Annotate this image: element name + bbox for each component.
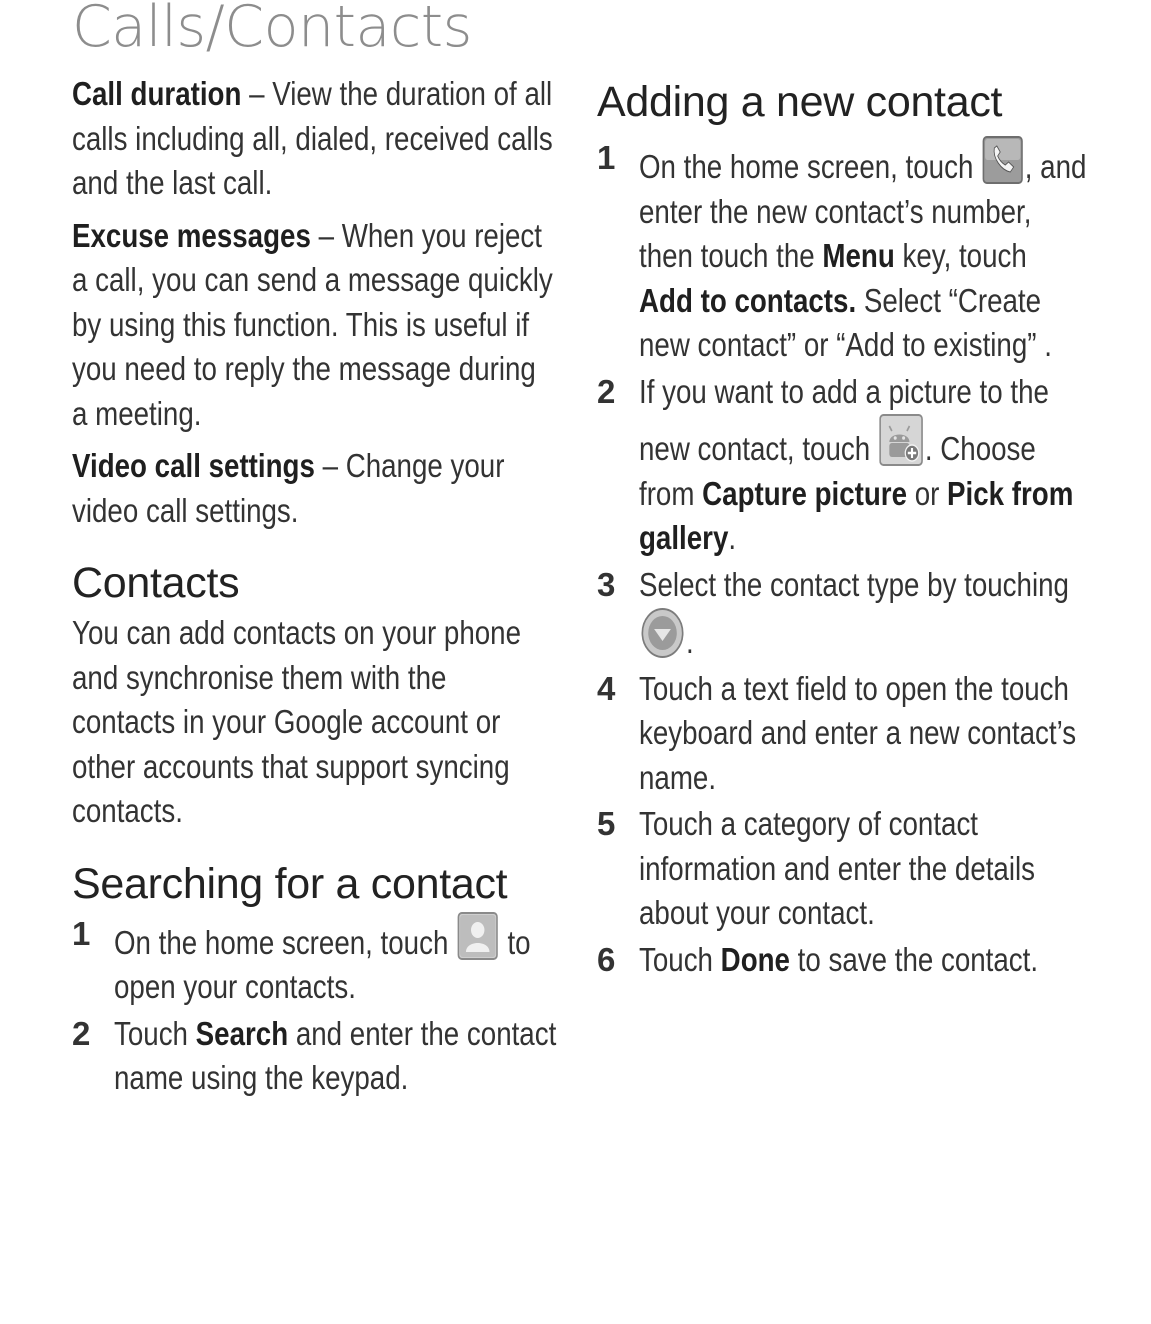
add-picture-icon (880, 414, 924, 466)
excuse-messages-paragraph (72, 214, 557, 437)
left-column (72, 72, 557, 1103)
searching-steps (72, 912, 557, 1101)
step-number: 1 (597, 139, 616, 176)
adding-step-6 (597, 938, 1087, 983)
step-number: 6 (597, 940, 616, 978)
pick-from-gallery-keyword: Pick from gallery (639, 474, 1074, 556)
capture-picture-keyword: Capture picture (702, 474, 907, 512)
contacts-heading: Contacts (72, 559, 240, 607)
step-number: 3 (597, 565, 616, 603)
adding-step-3 (597, 563, 1087, 665)
dropdown-arrow-icon (641, 607, 685, 659)
step-text-before: On the home screen, touch (639, 148, 982, 185)
step-number: 4 (597, 669, 616, 707)
page-title: Calls/Contacts (72, 0, 472, 60)
video-call-settings-paragraph (72, 444, 557, 533)
adding-steps (597, 136, 1087, 982)
contacts-paragraph (72, 611, 557, 834)
step-text-mid2: key, touch (894, 237, 1027, 274)
excuse-messages-text: – When you reject a call, you can send a message quickly by using this function. This is useful if you need to reply the message during a meeting. (72, 216, 553, 432)
right-column (597, 72, 1087, 984)
call-duration-text: – View the duration of all calls including all, dialed, received calls and the last call. (72, 75, 553, 201)
adding-heading: Adding a new contact (597, 78, 1003, 126)
searching-heading: Searching for a contact (72, 859, 508, 908)
contacts-text: You can add contacts on your phone and synchronise them with the contacts in your Google account or other accounts that support syncing contacts. (72, 614, 522, 829)
step-text-after: . (686, 623, 694, 660)
step-text: Touch a category of contact information and enter the details about your contact. (639, 805, 1036, 931)
adding-step-1 (597, 136, 1087, 368)
searching-step-1 (72, 912, 557, 1010)
adding-step-2 (597, 370, 1087, 561)
step-text-mid2: or (906, 474, 948, 512)
video-call-settings-term: Video call settings (72, 447, 315, 484)
search-keyword: Search (195, 1014, 289, 1052)
step-text-before: Touch (639, 940, 721, 978)
video-call-settings-text: – Change your video call settings. (72, 447, 505, 529)
call-duration-paragraph (72, 72, 557, 206)
step-text-after: to save the contact. (789, 940, 1039, 978)
step-text: Touch a text field to open the touch keyboard and enter a new contact’s name. (639, 669, 1077, 796)
step-text-before: If you want to add a picture to the new contact, touch (639, 372, 1049, 467)
adding-step-4 (597, 667, 1087, 801)
step-text-before: Select the contact type by touching (639, 565, 1069, 603)
step-text-mid: , and enter the new contact’s number, then touch the (639, 148, 1087, 274)
adding-step-5 (597, 802, 1087, 936)
step-text-mid: . Choose from (639, 430, 1036, 512)
call-duration-term: Call duration (72, 75, 242, 112)
step-text-after: . (728, 519, 737, 556)
contacts-app-icon (458, 912, 498, 960)
searching-step-2 (72, 1012, 557, 1101)
done-keyword: Done (720, 940, 790, 978)
step-number: 2 (597, 372, 616, 410)
step-number: 5 (597, 805, 616, 842)
step-text-after: and enter the contact name using the keypad. (114, 1014, 557, 1096)
add-to-contacts-keyword: Add to contacts. (639, 281, 857, 319)
step-number: 2 (72, 1014, 91, 1052)
menu-keyword: Menu (822, 237, 895, 274)
step-text-before: Touch (114, 1014, 196, 1052)
step-number: 1 (72, 914, 91, 952)
step-text-after: to open your contacts. (114, 923, 531, 1005)
excuse-messages-term: Excuse messages (72, 216, 311, 254)
step-text-after: Select “Create new contact” or “Add to existing” . (639, 281, 1052, 363)
phone-app-icon (983, 136, 1023, 184)
step-text-before: On the home screen, touch (114, 923, 457, 961)
